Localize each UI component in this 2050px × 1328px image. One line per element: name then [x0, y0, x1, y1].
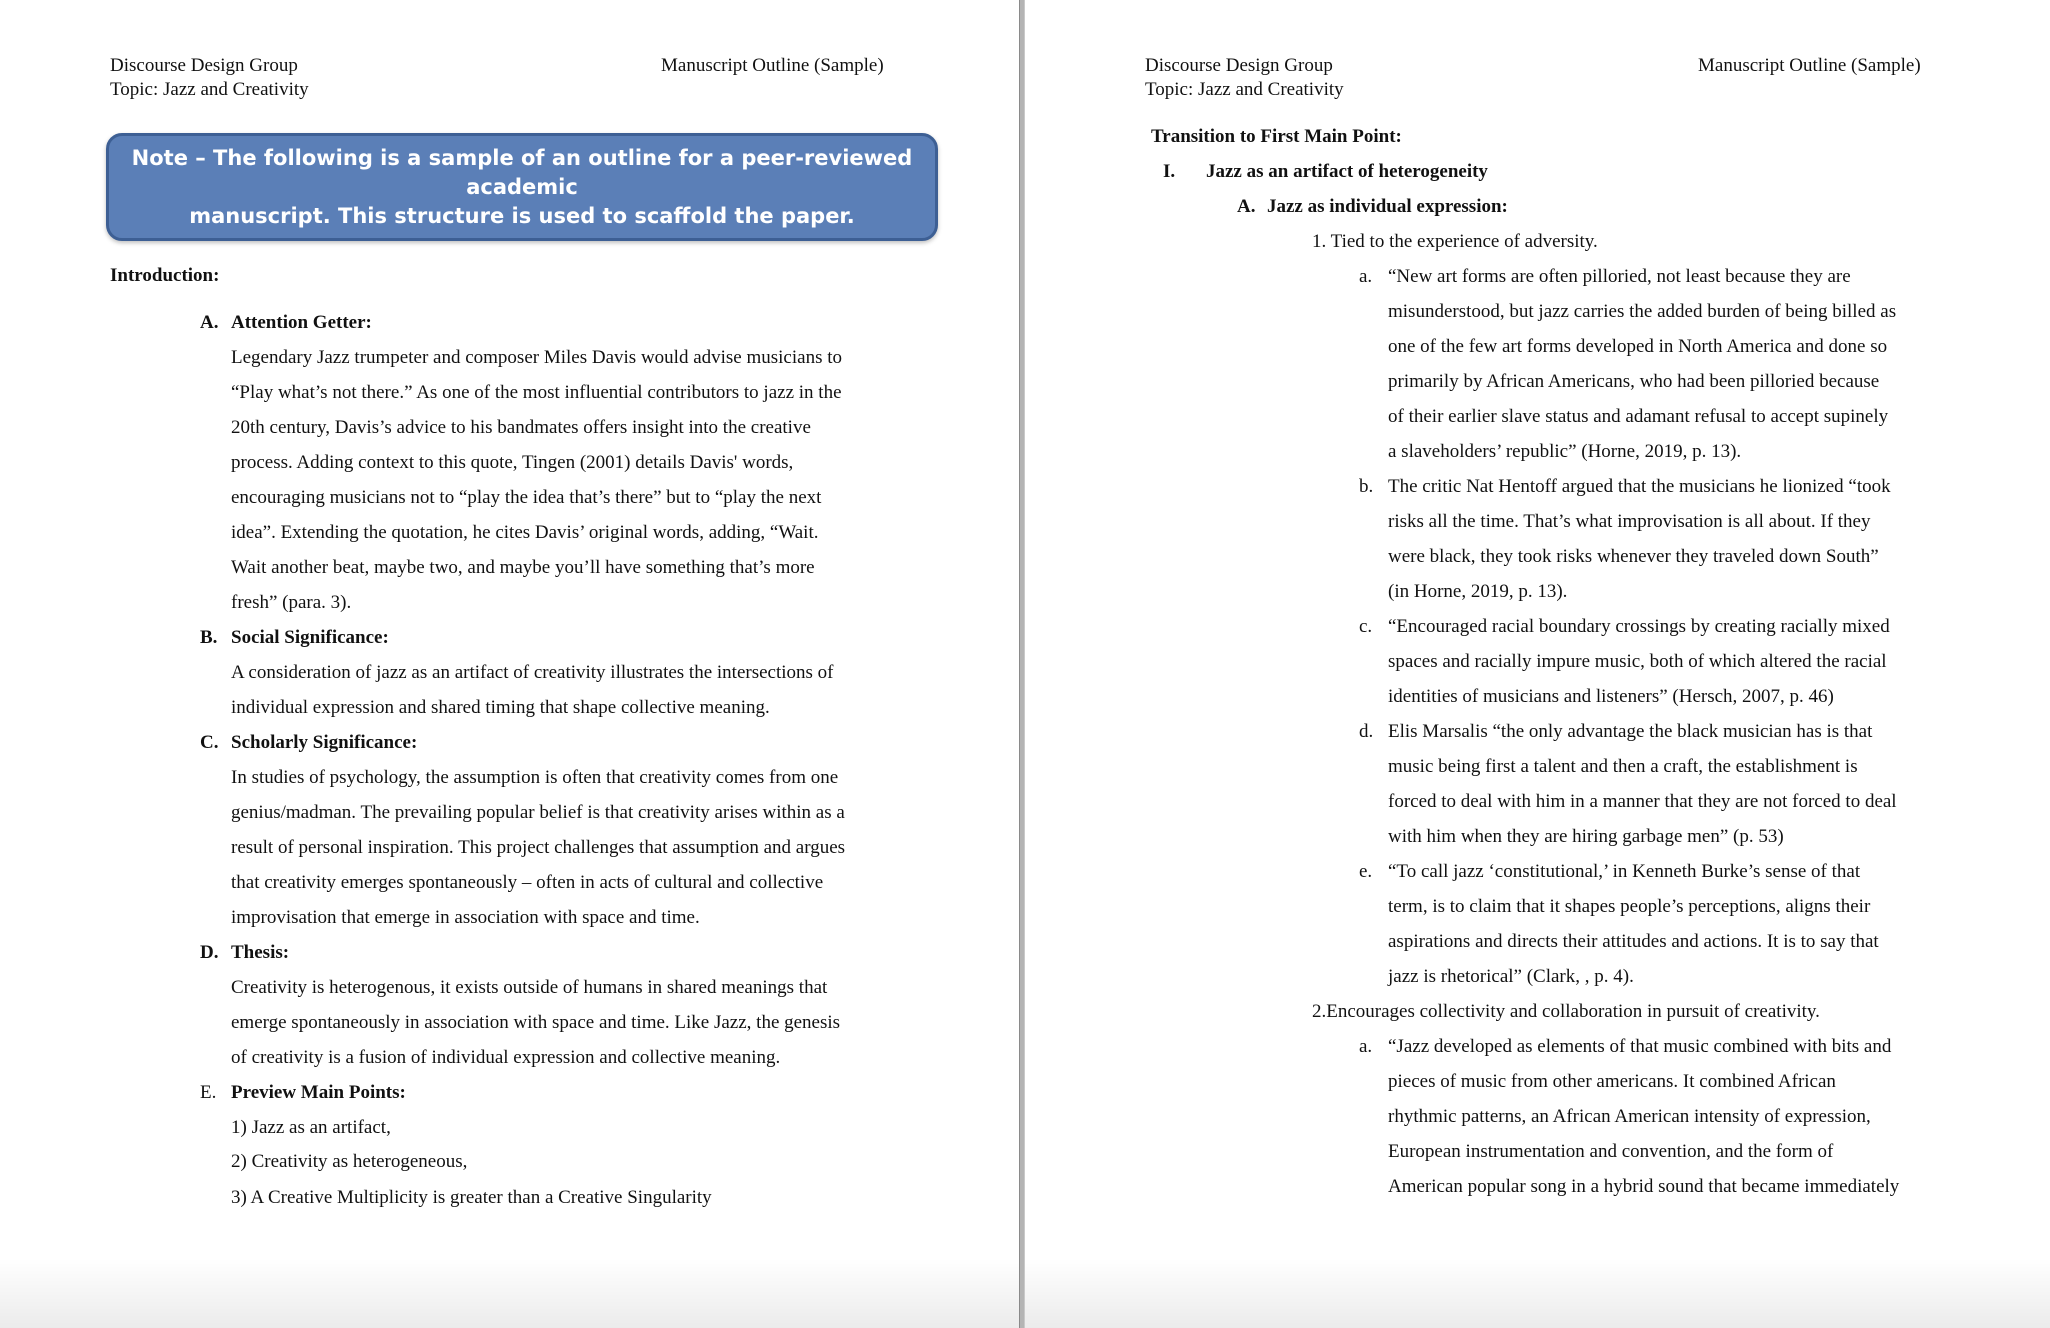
quote-line: “Jazz developed as elements of that music combined with bits and [1388, 1036, 1892, 1057]
quote-line: of their earlier slave status and adamant refusal to accept supinely [1388, 406, 1889, 427]
quote-line: “To call jazz ‘constitutional,’ in Kenneth Burke’s sense of that [1388, 861, 1861, 882]
quote-line: identities of musicians and listeners” (Hersch, 2007, p. 46) [1388, 686, 1834, 707]
body-line: fresh” (para. 3). [231, 592, 352, 613]
subpoint-heading: Jazz as individual expression: [1267, 196, 1508, 217]
quote-line: one of the few art forms developed in North America and done so [1388, 336, 1888, 357]
quote-line: rhythmic patterns, an African American intensity of expression, [1388, 1106, 1871, 1127]
note-line-2: manuscript. This structure is used to scaffold the paper. [189, 203, 855, 228]
main-point-marker: I. [1163, 161, 1176, 182]
section-heading: Thesis: [231, 942, 290, 963]
quote-line: risks all the time. That’s what improvisation is all about. If they [1388, 511, 1871, 532]
quote-line: “New art forms are often pilloried, not least because they are [1388, 266, 1851, 287]
body-line: of creativity is a fusion of individual expression and collective meaning. [231, 1047, 781, 1068]
quote-line: (in Horne, 2019, p. 13). [1388, 581, 1568, 602]
quote-line: “Encouraged racial boundary crossings by creating racially mixed [1388, 616, 1890, 637]
body-line: A consideration of jazz as an artifact of creativity illustrates the intersections of [231, 662, 834, 683]
preview-item: 3) A Creative Multiplicity is greater than a Creative Singularity [231, 1187, 712, 1208]
item-marker: a. [1359, 266, 1373, 287]
quote-line: jazz is rhetorical” (Clark, , p. 4). [1388, 966, 1634, 987]
quote-line: American popular song in a hybrid sound that became immediately [1388, 1176, 1900, 1197]
section-heading: Scholarly Significance: [231, 732, 418, 753]
header-doc-title: Manuscript Outline (Sample) [661, 55, 884, 76]
note-line-1: Note – The following is a sample of an outline for a peer-reviewed academic [131, 145, 913, 199]
body-line: that creativity emerges spontaneously – often in acts of cultural and collective [231, 872, 824, 893]
quote-line: pieces of music from other americans. It combined African [1388, 1071, 1836, 1092]
item-marker: d. [1359, 721, 1374, 742]
main-point-heading: Jazz as an artifact of heterogeneity [1206, 161, 1488, 182]
quote-line: with him when they are hiring garbage men” (p. 53) [1388, 826, 1784, 847]
header-group: Discourse Design Group [110, 55, 298, 76]
document-page-right [1025, 0, 2050, 1328]
note-callout [106, 133, 938, 241]
section-marker: A. [200, 312, 219, 333]
item-marker: e. [1359, 861, 1373, 882]
body-line: result of personal inspiration. This project challenges that assumption and argues [231, 837, 846, 858]
intro-heading: Introduction: [110, 265, 220, 286]
body-line: Creativity is heterogenous, it exists outside of humans in shared meanings that [231, 977, 828, 998]
page-shadow [1025, 1258, 2050, 1328]
header-group: Discourse Design Group [1145, 55, 1333, 76]
body-line: encouraging musicians not to “play the idea that’s there” but to “play the next [231, 487, 822, 508]
preview-item: 2) Creativity as heterogeneous, [231, 1151, 468, 1172]
body-line: individual expression and shared timing that shape collective meaning. [231, 697, 770, 718]
section-marker: B. [200, 627, 218, 648]
body-line: 20th century, Davis’s advice to his bandmates offers insight into the creative [231, 417, 811, 438]
item-marker: b. [1359, 476, 1374, 497]
quote-line: misunderstood, but jazz carries the added burden of being billed as [1388, 301, 1897, 322]
item-marker: c. [1359, 616, 1373, 637]
section-marker: E. [200, 1082, 217, 1103]
header-topic: Topic: Jazz and Creativity [1145, 79, 1344, 100]
body-line: In studies of psychology, the assumption is often that creativity comes from one [231, 767, 839, 788]
document-page-left [0, 0, 1019, 1328]
quote-line: Elis Marsalis “the only advantage the black musician has is that [1388, 721, 1873, 742]
body-line: emerge spontaneously in association with space and time. Like Jazz, the genesis [231, 1012, 841, 1033]
section-heading: Preview Main Points: [231, 1082, 406, 1103]
quote-line: a slaveholders’ republic” (Horne, 2019, p. 13). [1388, 441, 1742, 462]
body-line: improvisation that emerge in association with space and time. [231, 907, 700, 928]
transition-heading: Transition to First Main Point: [1151, 126, 1402, 147]
body-line: genius/madman. The prevailing popular belief is that creativity arises within as a [231, 802, 845, 823]
quote-line: The critic Nat Hentoff argued that the musicians he lionized “took [1388, 476, 1891, 497]
quote-line: term, is to claim that it shapes people’s perceptions, aligns their [1388, 896, 1871, 917]
quote-line: music being first a talent and then a craft, the establishment is [1388, 756, 1858, 777]
body-line: Wait another beat, maybe two, and maybe you’ll have something that’s more [231, 557, 815, 578]
quote-line: European instrumentation and convention, and the form of [1388, 1141, 1834, 1162]
quote-line: aspirations and directs their attitudes and actions. It is to say that [1388, 931, 1879, 952]
section-marker: D. [200, 942, 219, 963]
body-line: process. Adding context to this quote, Tingen (2001) details Davis' words, [231, 452, 794, 473]
body-line: Legendary Jazz trumpeter and composer Miles Davis would advise musicians to [231, 347, 842, 368]
numbered-point: 2.Encourages collectivity and collaboration in pursuit of creativity. [1312, 1001, 1820, 1022]
section-heading: Social Significance: [231, 627, 389, 648]
preview-item: 1) Jazz as an artifact, [231, 1117, 391, 1138]
quote-line: spaces and racially impure music, both of which altered the racial [1388, 651, 1887, 672]
body-line: “Play what’s not there.” As one of the most influential contributors to jazz in the [231, 382, 842, 403]
body-line: idea”. Extending the quotation, he cites Davis’ original words, adding, “Wait. [231, 522, 819, 543]
item-marker: a. [1359, 1036, 1373, 1057]
section-marker: C. [200, 732, 219, 753]
header-doc-title: Manuscript Outline (Sample) [1698, 55, 1921, 76]
quote-line: primarily by African Americans, who had been pilloried because [1388, 371, 1880, 392]
section-heading: Attention Getter: [231, 312, 372, 333]
subpoint-marker: A. [1237, 196, 1256, 217]
header-topic: Topic: Jazz and Creativity [110, 79, 309, 100]
page-shadow [0, 1258, 1019, 1328]
numbered-point: 1. Tied to the experience of adversity. [1312, 231, 1598, 252]
quote-line: were black, they took risks whenever they traveled down South” [1388, 546, 1879, 567]
quote-line: forced to deal with him in a manner that they are not forced to deal [1388, 791, 1897, 812]
